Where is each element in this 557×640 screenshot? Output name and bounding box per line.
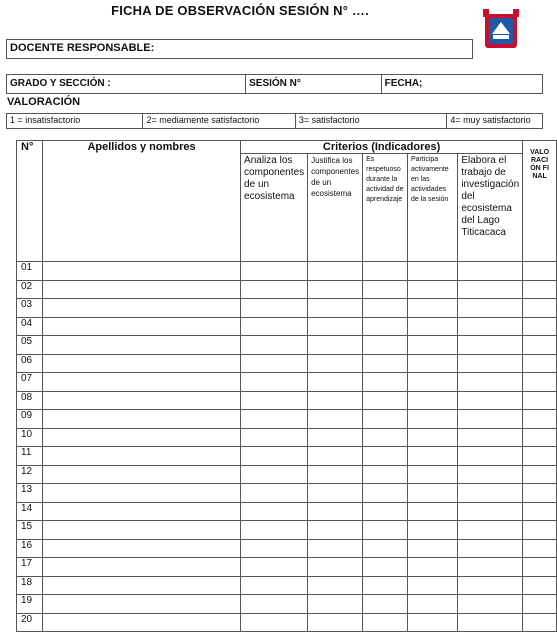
criterion-score-cell[interactable] <box>458 391 523 410</box>
criterion-3: Es respetuoso durante la actividad de aprendizaje <box>363 154 408 262</box>
criterion-score-cell[interactable] <box>407 576 457 595</box>
final-score-cell[interactable] <box>523 613 557 632</box>
student-name-cell[interactable] <box>43 373 241 392</box>
final-score-cell[interactable] <box>523 521 557 540</box>
final-score-cell[interactable] <box>523 558 557 577</box>
student-name-cell[interactable] <box>43 428 241 447</box>
student-name-cell[interactable] <box>43 299 241 318</box>
final-score-cell[interactable] <box>523 576 557 595</box>
criterion-score-cell[interactable] <box>407 280 457 299</box>
criterion-score-cell[interactable] <box>407 262 457 281</box>
final-label: VALORACIÓN FINAL <box>530 149 550 180</box>
info-row <box>6 74 543 94</box>
criterion-score-cell[interactable] <box>363 336 408 355</box>
row-number: 20 <box>17 613 43 632</box>
criterion-score-cell[interactable] <box>363 484 408 503</box>
col-names-header: Apellidos y nombres <box>43 141 241 262</box>
criterion-score-cell[interactable] <box>407 391 457 410</box>
criterion-score-cell[interactable] <box>363 373 408 392</box>
criterion-score-cell[interactable] <box>308 502 363 521</box>
student-name-cell[interactable] <box>43 317 241 336</box>
docente-field[interactable] <box>6 39 473 59</box>
final-score-cell[interactable] <box>523 262 557 281</box>
row-number: 18 <box>17 576 43 595</box>
scale-item: 1 = insatisfactorio <box>7 114 143 128</box>
student-name-cell[interactable] <box>43 354 241 373</box>
criterion-score-cell[interactable] <box>308 447 363 466</box>
criterion-score-cell[interactable] <box>407 558 457 577</box>
criterion-score-cell[interactable] <box>308 373 363 392</box>
criterion-score-cell[interactable] <box>458 558 523 577</box>
criterion-score-cell[interactable] <box>241 336 308 355</box>
row-number: 08 <box>17 391 43 410</box>
fecha-field[interactable] <box>382 75 542 93</box>
criterion-score-cell[interactable] <box>308 484 363 503</box>
student-name-cell[interactable] <box>43 336 241 355</box>
table-row <box>17 465 557 484</box>
criterion-score-cell[interactable] <box>407 299 457 318</box>
row-number: 01 <box>17 262 43 281</box>
grado-field[interactable] <box>7 75 246 93</box>
observation-table <box>16 140 557 632</box>
criterion-score-cell[interactable] <box>241 595 308 614</box>
criterion-score-cell[interactable] <box>458 262 523 281</box>
row-number: 10 <box>17 428 43 447</box>
student-name-cell[interactable] <box>43 613 241 632</box>
student-name-cell[interactable] <box>43 502 241 521</box>
criterion-score-cell[interactable] <box>241 465 308 484</box>
final-score-cell[interactable] <box>523 280 557 299</box>
criterion-score-cell[interactable] <box>241 447 308 466</box>
table-row <box>17 558 557 577</box>
final-score-cell[interactable] <box>523 595 557 614</box>
criterion-score-cell[interactable] <box>407 410 457 429</box>
table-row <box>17 539 557 558</box>
criterion-score-cell[interactable] <box>407 336 457 355</box>
student-name-cell[interactable] <box>43 262 241 281</box>
row-number: 13 <box>17 484 43 503</box>
final-score-cell[interactable] <box>523 373 557 392</box>
criterion-score-cell[interactable] <box>241 613 308 632</box>
final-score-cell[interactable] <box>523 447 557 466</box>
criterion-score-cell[interactable] <box>407 484 457 503</box>
criterion-score-cell[interactable] <box>363 262 408 281</box>
final-score-cell[interactable] <box>523 410 557 429</box>
criterion-score-cell[interactable] <box>458 539 523 558</box>
page-title: FICHA DE OBSERVACIÓN SESIÓN N° …. <box>111 3 369 18</box>
criterion-score-cell[interactable] <box>458 410 523 429</box>
student-name-cell[interactable] <box>43 280 241 299</box>
row-number: 04 <box>17 317 43 336</box>
criterion-score-cell[interactable] <box>308 595 363 614</box>
docente-label: DOCENTE RESPONSABLE: <box>10 42 155 54</box>
criterion-score-cell[interactable] <box>363 558 408 577</box>
criterion-score-cell[interactable] <box>363 299 408 318</box>
criterion-score-cell[interactable] <box>241 502 308 521</box>
table-row <box>17 373 557 392</box>
criterion-score-cell[interactable] <box>458 428 523 447</box>
criterion-score-cell[interactable] <box>308 317 363 336</box>
criterion-score-cell[interactable] <box>241 262 308 281</box>
fecha-label: FECHA; <box>384 78 423 89</box>
criterion-4: Participa activamente en las actividades de la sesión <box>407 154 457 262</box>
student-name-cell[interactable] <box>43 484 241 503</box>
criterion-score-cell[interactable] <box>308 410 363 429</box>
criterion-score-cell[interactable] <box>363 410 408 429</box>
criterion-score-cell[interactable] <box>241 521 308 540</box>
valoracion-scale <box>6 113 543 129</box>
row-number: 12 <box>17 465 43 484</box>
student-name-cell[interactable] <box>43 521 241 540</box>
criterion-score-cell[interactable] <box>363 465 408 484</box>
criterion-score-cell[interactable] <box>407 428 457 447</box>
table-row <box>17 299 557 318</box>
school-crest-icon <box>482 8 520 50</box>
criterion-score-cell[interactable] <box>308 391 363 410</box>
criterion-score-cell[interactable] <box>407 595 457 614</box>
criterion-score-cell[interactable] <box>407 539 457 558</box>
criterion-score-cell[interactable] <box>308 299 363 318</box>
criterion-score-cell[interactable] <box>458 595 523 614</box>
final-score-cell[interactable] <box>523 299 557 318</box>
final-score-cell[interactable] <box>523 391 557 410</box>
criterion-score-cell[interactable] <box>241 299 308 318</box>
sesion-label: SESIÓN N° <box>249 78 301 89</box>
row-number: 17 <box>17 558 43 577</box>
final-score-cell[interactable] <box>523 317 557 336</box>
row-number: 19 <box>17 595 43 614</box>
criterion-score-cell[interactable] <box>458 299 523 318</box>
student-name-cell[interactable] <box>43 595 241 614</box>
criterion-score-cell[interactable] <box>241 576 308 595</box>
criterion-score-cell[interactable] <box>308 613 363 632</box>
criterion-score-cell[interactable] <box>458 317 523 336</box>
sesion-field[interactable] <box>246 75 382 93</box>
student-name-cell[interactable] <box>43 447 241 466</box>
col-final-header <box>523 141 557 262</box>
criterion-score-cell[interactable] <box>458 484 523 503</box>
criterion-score-cell[interactable] <box>458 447 523 466</box>
final-score-cell[interactable] <box>523 354 557 373</box>
criterion-score-cell[interactable] <box>308 262 363 281</box>
table-row <box>17 280 557 299</box>
criterion-score-cell[interactable] <box>308 280 363 299</box>
table-row <box>17 521 557 540</box>
criterion-score-cell[interactable] <box>363 539 408 558</box>
criterion-score-cell[interactable] <box>241 428 308 447</box>
criterion-score-cell[interactable] <box>241 539 308 558</box>
criterion-score-cell[interactable] <box>407 465 457 484</box>
table-row <box>17 410 557 429</box>
criterion-score-cell[interactable] <box>458 613 523 632</box>
criterion-score-cell[interactable] <box>308 336 363 355</box>
criterion-score-cell[interactable] <box>241 373 308 392</box>
student-name-cell[interactable] <box>43 465 241 484</box>
criterion-score-cell[interactable] <box>308 558 363 577</box>
final-score-cell[interactable] <box>523 539 557 558</box>
table-row <box>17 428 557 447</box>
criterion-score-cell[interactable] <box>363 391 408 410</box>
criterion-score-cell[interactable] <box>407 521 457 540</box>
criterion-score-cell[interactable] <box>308 521 363 540</box>
criterion-score-cell[interactable] <box>308 539 363 558</box>
criterion-score-cell[interactable] <box>308 576 363 595</box>
criterion-score-cell[interactable] <box>241 354 308 373</box>
criterion-score-cell[interactable] <box>363 595 408 614</box>
row-number: 07 <box>17 373 43 392</box>
final-score-cell[interactable] <box>523 484 557 503</box>
criterion-score-cell[interactable] <box>363 576 408 595</box>
final-score-cell[interactable] <box>523 428 557 447</box>
table-row <box>17 484 557 503</box>
criterion-score-cell[interactable] <box>458 521 523 540</box>
criterion-score-cell[interactable] <box>308 354 363 373</box>
criterion-score-cell[interactable] <box>241 410 308 429</box>
row-number: 16 <box>17 539 43 558</box>
row-number: 14 <box>17 502 43 521</box>
criterion-score-cell[interactable] <box>407 447 457 466</box>
criterion-score-cell[interactable] <box>407 373 457 392</box>
criterion-1: Analiza los componentes de un ecosistema <box>241 154 308 262</box>
criterion-score-cell[interactable] <box>458 354 523 373</box>
student-name-cell[interactable] <box>43 391 241 410</box>
criterion-score-cell[interactable] <box>458 373 523 392</box>
final-score-cell[interactable] <box>523 336 557 355</box>
scale-item: 2= mediamente satisfactorio <box>143 114 295 128</box>
criterion-score-cell[interactable] <box>458 502 523 521</box>
criterion-2: Justifica los componentes de un ecosistema <box>308 154 363 262</box>
scale-item: 4= muy satisfactorio <box>450 115 531 125</box>
table-row <box>17 447 557 466</box>
row-number: 11 <box>17 447 43 466</box>
criterion-score-cell[interactable] <box>363 447 408 466</box>
table-row <box>17 317 557 336</box>
row-number: 03 <box>17 299 43 318</box>
final-score-cell[interactable] <box>523 502 557 521</box>
criterion-score-cell[interactable] <box>407 317 457 336</box>
grado-label: GRADO Y SECCIÓN : <box>10 78 111 89</box>
criterion-score-cell[interactable] <box>458 576 523 595</box>
student-name-cell[interactable] <box>43 576 241 595</box>
criterios-header: Criterios (Indicadores) <box>241 141 523 154</box>
criterion-score-cell[interactable] <box>363 354 408 373</box>
table-row <box>17 595 557 614</box>
row-number: 15 <box>17 521 43 540</box>
criterion-score-cell[interactable] <box>407 502 457 521</box>
criterion-score-cell[interactable] <box>363 280 408 299</box>
table-row <box>17 391 557 410</box>
criterion-score-cell[interactable] <box>241 391 308 410</box>
criterion-score-cell[interactable] <box>458 465 523 484</box>
row-number: 09 <box>17 410 43 429</box>
criterion-score-cell[interactable] <box>407 613 457 632</box>
criterion-score-cell[interactable] <box>363 502 408 521</box>
row-number: 05 <box>17 336 43 355</box>
table-row <box>17 502 557 521</box>
student-name-cell[interactable] <box>43 410 241 429</box>
criterion-score-cell[interactable] <box>241 280 308 299</box>
row-number: 02 <box>17 280 43 299</box>
final-score-cell[interactable] <box>523 465 557 484</box>
criterion-score-cell[interactable] <box>458 280 523 299</box>
table-row <box>17 576 557 595</box>
scale-item: 3= satisfactorio <box>296 114 447 128</box>
col-num-header: N° <box>17 141 43 262</box>
student-name-cell[interactable] <box>43 558 241 577</box>
criterion-score-cell[interactable] <box>363 428 408 447</box>
table-row <box>17 613 557 632</box>
criterion-score-cell[interactable] <box>308 428 363 447</box>
criterion-5: Elabora el trabajo de investigación del ecosistema del Lago Titicacaca <box>458 154 523 262</box>
criterion-score-cell[interactable] <box>363 613 408 632</box>
criterion-score-cell[interactable] <box>241 317 308 336</box>
criterion-score-cell[interactable] <box>407 354 457 373</box>
criterion-score-cell[interactable] <box>363 317 408 336</box>
criterion-score-cell[interactable] <box>241 484 308 503</box>
criterion-score-cell[interactable] <box>363 521 408 540</box>
criterion-score-cell[interactable] <box>458 336 523 355</box>
row-number: 06 <box>17 354 43 373</box>
criterion-score-cell[interactable] <box>241 558 308 577</box>
table-row <box>17 354 557 373</box>
table-row <box>17 336 557 355</box>
student-name-cell[interactable] <box>43 539 241 558</box>
criterion-score-cell[interactable] <box>308 465 363 484</box>
valoracion-title: VALORACIÓN <box>7 96 81 108</box>
table-row <box>17 262 557 281</box>
